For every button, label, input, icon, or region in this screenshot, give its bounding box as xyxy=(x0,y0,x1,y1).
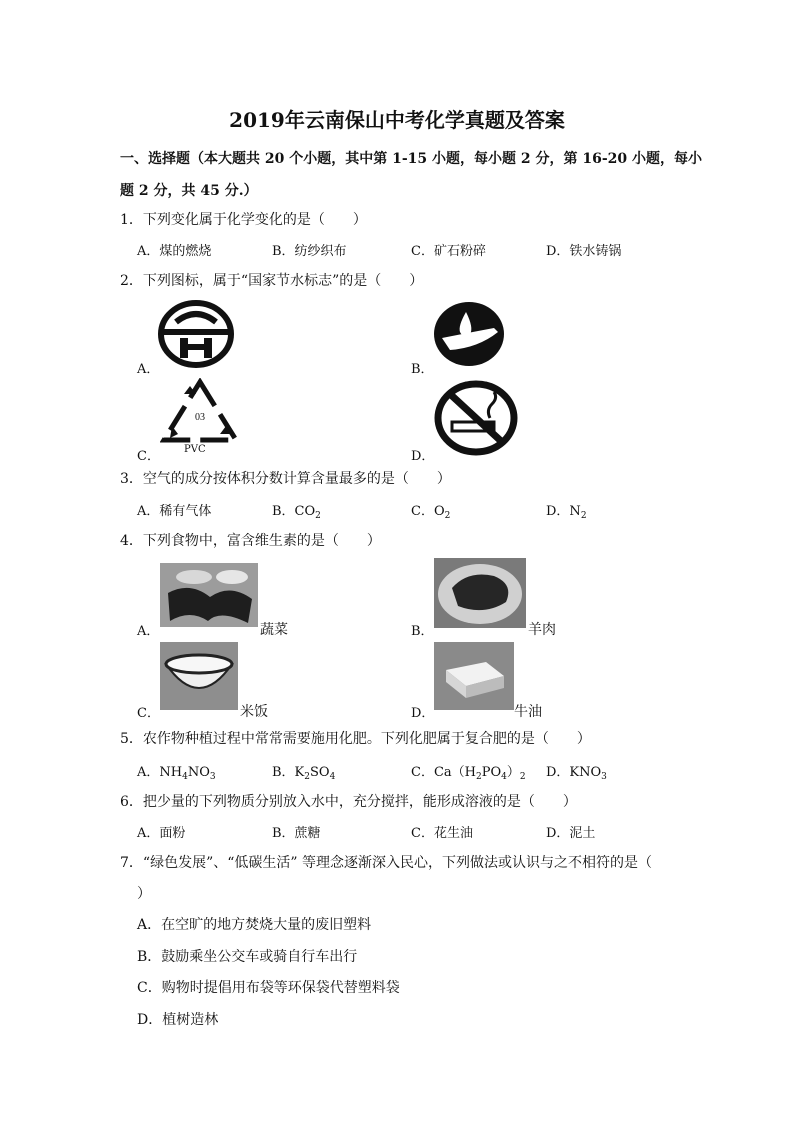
question-7-option-d: D．植树造林 xyxy=(137,1012,219,1028)
question-7-stem-continued: ） xyxy=(137,886,151,902)
question-4-option-c: C． xyxy=(137,706,160,721)
no-smoking-icon xyxy=(434,380,518,456)
recycle-label-text: PVC xyxy=(184,444,206,455)
question-7-option-a: A．在空旷的地方焚烧大量的废旧塑料 xyxy=(137,917,372,933)
question-5-stem: 5．农作物种植过程中常常需要施用化肥。下列化肥属于复合肥的是（ ） xyxy=(120,731,591,747)
recycling-triangle-icon xyxy=(160,378,240,448)
question-2-option-d: D． xyxy=(411,449,435,464)
question-2-stem: 2．下列图标，属于“国家节水标志”的是（ ） xyxy=(120,273,424,289)
section-heading-line2: 题 2 分，共 45 分.） xyxy=(120,183,258,199)
question-4-option-c-label: 米饭 xyxy=(240,704,268,720)
question-7-option-c: C．购物时提倡用布袋等环保袋代替塑料袋 xyxy=(137,980,400,996)
question-3-stem: 3．空气的成分按体积分数计算含量最多的是（ ） xyxy=(120,471,451,487)
water-saving-symbol-icon xyxy=(158,300,234,368)
question-4-option-b: B． xyxy=(411,624,434,639)
rice-bowl-photo xyxy=(160,642,238,710)
question-1-stem: 1．下列变化属于化学变化的是（ ） xyxy=(120,212,367,228)
mutton-photo xyxy=(434,558,526,628)
question-2-option-c: C． xyxy=(137,449,160,464)
question-5-option-b: B．$K_2SO_4$ xyxy=(272,765,336,782)
question-3-option-b: B．$CO_2$ xyxy=(272,504,321,521)
recycle-code-text: 03 xyxy=(195,412,205,423)
question-5-option-d: D．$KNO_3$ xyxy=(546,765,607,782)
question-4-option-a: A． xyxy=(137,624,160,639)
question-7-option-b: B．鼓励乘坐公交车或骑自行车出行 xyxy=(137,949,358,965)
question-2-option-b: B． xyxy=(411,362,434,377)
question-4-option-d: D． xyxy=(411,706,435,721)
question-7-stem: 7．“绿色发展”、“低碳生活” 等理念逐渐深入民心，下列做法或认识与之不相符的是（ xyxy=(120,855,652,871)
page-title: 2019年云南保山中考化学真题及答案 xyxy=(229,108,565,132)
question-4-option-d-label: 牛油 xyxy=(514,704,542,720)
question-6-option-c: C．花生油 xyxy=(411,826,473,841)
question-1-option-d: D．铁水铸锅 xyxy=(546,244,622,259)
question-4-option-b-label: 羊肉 xyxy=(528,622,556,638)
water-drop-hand-icon xyxy=(432,300,506,368)
butter-photo xyxy=(434,642,514,710)
question-2-option-a: A． xyxy=(137,362,160,377)
question-1-option-a: A．煤的燃烧 xyxy=(137,244,212,259)
question-6-option-a: A．面粉 xyxy=(137,826,186,841)
question-4-stem: 4．下列食物中，富含维生素的是（ ） xyxy=(120,533,381,549)
question-4-option-a-label: 蔬菜 xyxy=(260,622,288,638)
question-3-option-c: C．$O_2$ xyxy=(411,504,451,521)
question-5-option-a: A．$NH_4NO_3$ xyxy=(137,765,216,782)
section-heading-line1: 一、选择题（本大题共 20 个小题，其中第 1-15 小题，每小题 2 分，第 16-20 小题，每小 xyxy=(120,151,703,167)
question-6-option-d: D．泥土 xyxy=(546,826,596,841)
question-5-option-c: C．$Ca(H_2PO_4)_2$ xyxy=(411,765,526,782)
question-3-option-a: A．稀有气体 xyxy=(137,504,212,519)
vegetables-photo xyxy=(160,563,258,627)
question-3-option-d: D．$N_2$ xyxy=(546,504,587,521)
question-6-option-b: B．蔗糖 xyxy=(272,826,321,841)
question-1-option-c: C．矿石粉碎 xyxy=(411,244,486,259)
question-6-stem: 6．把少量的下列物质分别放入水中，充分搅拌，能形成溶液的是（ ） xyxy=(120,794,577,810)
question-1-option-b: B．纺纱织布 xyxy=(272,244,347,259)
